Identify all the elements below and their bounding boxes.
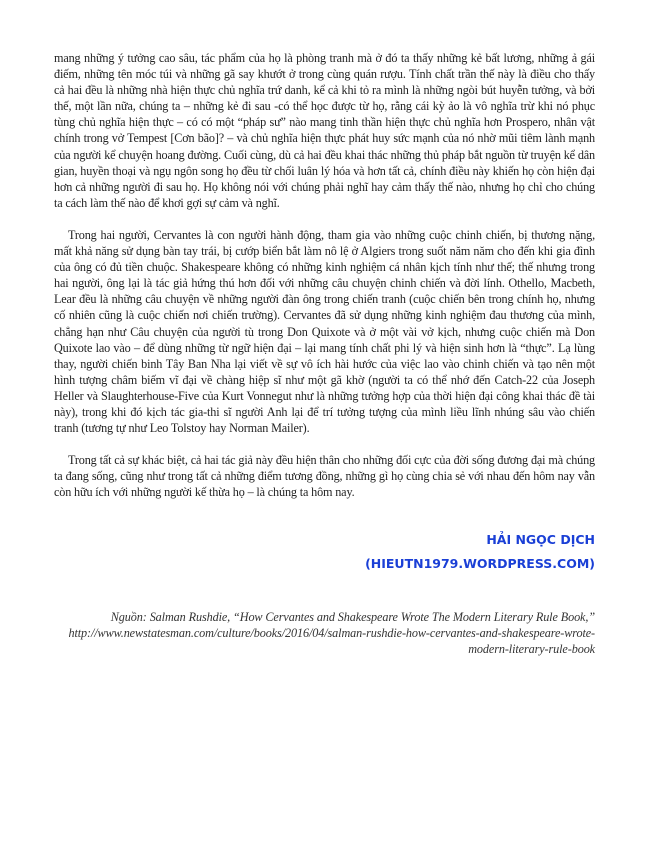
translator-name: HẢI NGỌC DỊCH bbox=[486, 532, 595, 548]
body-paragraph-2: Trong hai người, Cervantes là con người hành động, tham gia vào những cuộc chinh chiến, bị thương nặng, mất khả năng sử dụng bàn tay trái, bị cướp biển bắt làm nô lệ ở Algiers trong suốt năm năm cho đến khi gia đình của ông có đủ tiền chuộc. Shakespeare không có những kinh nghiệm cá nhân kịch tính như thế; thế nhưng trong hai người, ông lại là tác giả hứng thú hơn đối với những câu chuyện chinh chiến và đời lính. Othello, Macbeth, Lear đều là những câu chuyện về những người đàn ông trong chiến tranh (cuộc chiến bên trong chính họ, nhưng cố nhiên cũng là cuộc chiến nơi chiến trường). Cervantes đã sử dụng những kinh nghiệm đau thương của mình, chẳng hạn như Câu chuyện của người tù trong Don Quixote và ở một vài vở kịch, nhưng cuộc chiến mà Don Quixote lao vào – để dùng những từ ngữ hiện đại – lại mang tính chất phi lý và hiện sinh hơn là “thực”. Lạ lùng thay, người chiến binh Tây Ban Nha lại viết về sự vô ích hài hước của việc lao vào chinh chiến và tạo nên một hình tượng châm biếm vĩ đại về chàng hiệp sĩ như một gã khờ (người ta có thể nhớ đến Catch-22 của Joseph Heller và Slaughterhouse-Five của Kurt Vonnegut như là những tưởng hợp của thời hiện đại công khai thác đề tài này), trong khi đó kịch tác gia-thi sĩ người Anh lại để trí tưởng tượng của mình liều lĩnh nhúng sâu vào chiến tranh (tương tự như Leo Tolstoy hay Norman Mailer). bbox=[54, 227, 595, 436]
translator-site: (HIEUTN1979.WORDPRESS.COM) bbox=[365, 556, 595, 572]
paragraph-spacer bbox=[54, 436, 595, 452]
body-paragraph-1: mang những ý tưởng cao sâu, tác phẩm của họ là phòng tranh mà ở đó ta thấy những kẻ bất lương, những ả gái điếm, những tên móc túi và những gã say khướt ở trong cùng quán rượu. Tính chất trần thế này là điều cho thấy cả hai đều là những nhà hiện thực chủ nghĩa trứ danh, kể cả khi tỏ ra mình là những ngòi bút huyễn tưởng, và bởi thế, một lần nữa, chúng ta – những kẻ đi sau -có thể học được từ họ, rằng cái kỳ ảo là vô nghĩa trừ khi nó phục tùng chủ nghĩa hiện thực – có có một “pháp sư” nào mang tinh thần hiện thực chủ nghĩa hơn Prospero, nhân vật chính trong vở Tempest [Cơn bão]? – và chủ nghĩa hiện thực phát huy sức mạnh của nó nhờ mũi tiêm lành mạnh của người kể chuyện hoang đường. Cuối cùng, dù cả hai đều khai thác những thủ pháp bắt nguồn từ truyện kể dân gian, huyền thoại và ngụ ngôn song họ đều từ chối luân lý hóa và hơn tất cả, chính điều này khiến họ còn hiện đại hơn cả những người đi sau họ. Họ không nói với chúng phải nghĩ hay cảm thấy thế nào, nhưng họ chỉ cho chúng ta cách làm thế nào để khơi gợi sự cảm và nghĩ. bbox=[54, 51, 595, 210]
translator-credit bbox=[54, 528, 595, 576]
source-note: Nguồn: Salman Rushdie, “How Cervantes and Shakespeare Wrote The Modern Literary Rule Book,” http://www.newstatesman.com/culture/books/2016/04/salman-rushdie-how-cervantes-and-shakespeare-wrote-modern-literary-rule-book bbox=[68, 610, 595, 657]
paragraph-spacer bbox=[54, 211, 595, 227]
body-paragraph-3: Trong tất cả sự khác biệt, cả hai tác giả này đều hiện thân cho những đối cực của đời sống đương đại mà chúng ta đang sống, cũng như trong tất cả những điểm tương đồng, những gì họ cùng chia sẻ với nhau đến hôm nay vẫn còn hữu ích với những người kế thừa họ – là chúng ta hôm nay. bbox=[54, 453, 595, 500]
article-page bbox=[54, 50, 595, 670]
